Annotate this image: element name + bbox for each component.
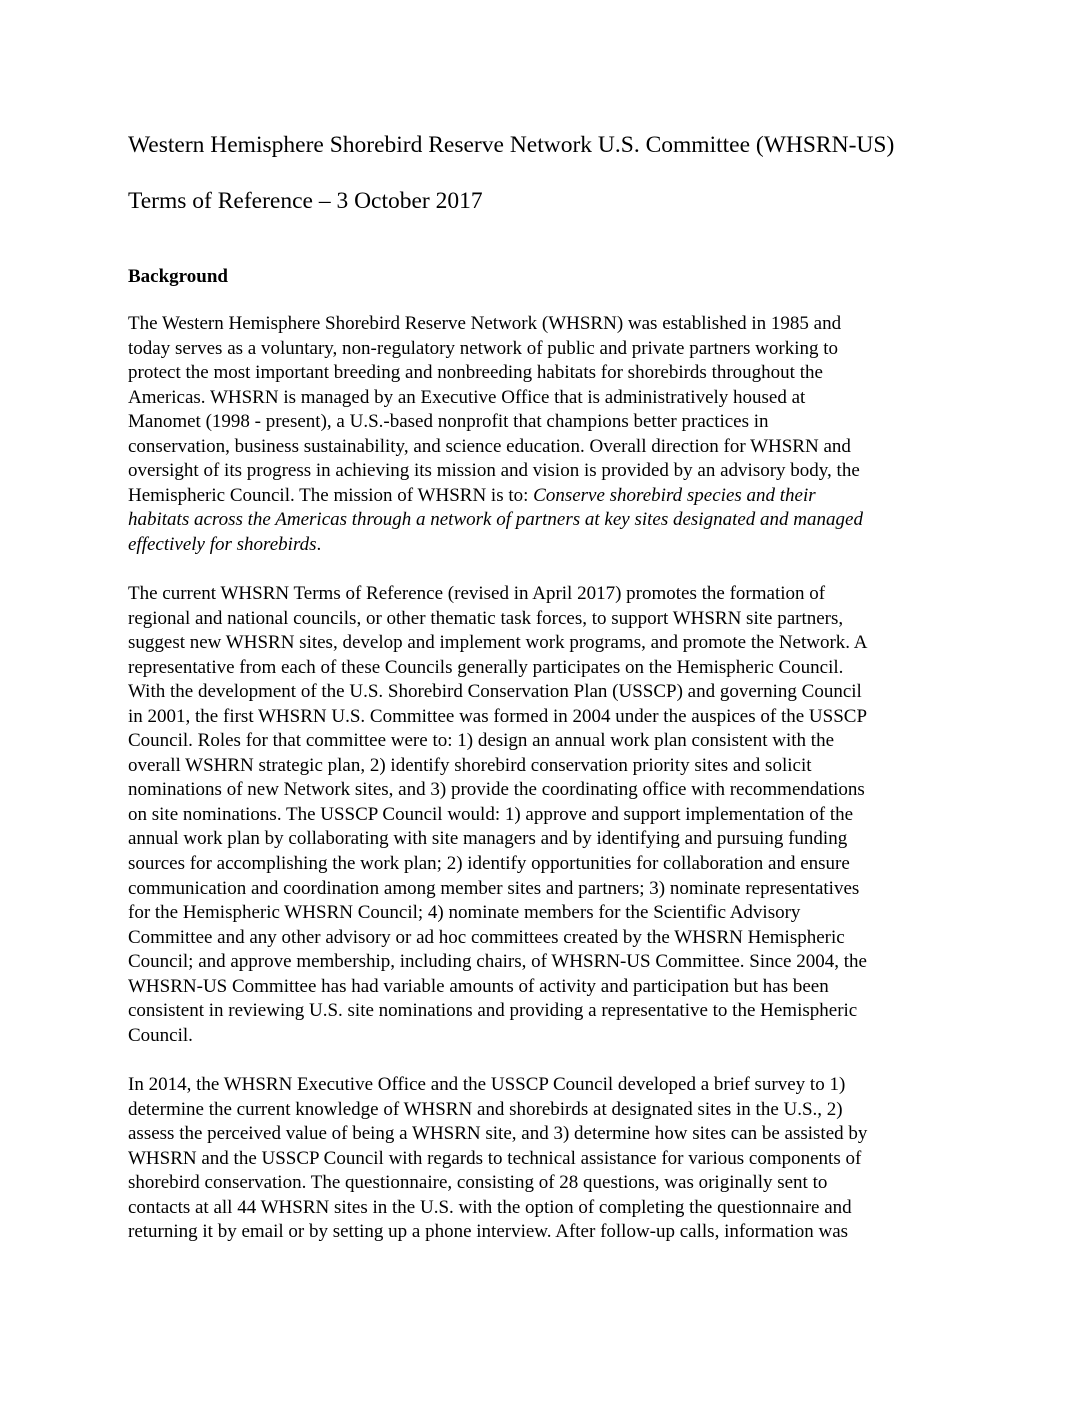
paragraph-line: WHSRN and the USSCP Council with regards to technical assistance for various components of xyxy=(128,1147,862,1169)
paragraph-2 xyxy=(128,582,867,1048)
paragraph-line: shorebird conservation. The questionnaire, consisting of 28 questions, was originally sent to xyxy=(128,1172,828,1194)
paragraph-line: consistent in reviewing U.S. site nominations and providing a representative to the Hemispheric xyxy=(128,1000,858,1022)
normal-text: Hemispheric Council. The mission of WHSRN is to: xyxy=(128,484,534,506)
paragraph-line: With the development of the U.S. Shorebird Conservation Plan (USSCP) and governing Council xyxy=(128,681,862,703)
paragraph-line: oversight of its progress in achieving its mission and vision is provided by an advisory body, the xyxy=(128,460,860,482)
mission-statement-text: Conserve shorebird species and their xyxy=(533,484,816,506)
paragraph-line: Council; and approve membership, including chairs, of WHSRN-US Committee. Since 2004, the xyxy=(128,951,867,973)
paragraph-line: assess the perceived value of being a WHSRN site, and 3) determine how sites can be assisted by xyxy=(128,1123,868,1145)
paragraph-line: The current WHSRN Terms of Reference (revised in April 2017) promotes the formation of xyxy=(128,583,826,604)
paragraph-line: WHSRN-US Committee has had variable amounts of activity and participation but has been xyxy=(128,975,829,997)
paragraph-line: communication and coordination among member sites and partners; 3) nominate representatives xyxy=(128,877,860,899)
paragraph-line: Manomet (1998 - present), a U.S.-based nonprofit that champions better practices in xyxy=(128,411,769,433)
paragraph-line: annual work plan by collaborating with site managers and by identifying and pursuing funding xyxy=(128,828,848,850)
paragraph-line: overall WSHRN strategic plan, 2) identify shorebird conservation priority sites and solicit xyxy=(128,754,812,776)
paragraph-3 xyxy=(128,1073,867,1245)
paragraph-line: on site nominations. The USSCP Council would: 1) approve and support implementation of the xyxy=(128,803,854,825)
section-heading-background: Background xyxy=(128,266,228,287)
paragraph-line: for the Hemispheric WHSRN Council; 4) nominate members for the Scientific Advisory xyxy=(128,902,801,924)
document-subtitle: Terms of Reference – 3 October 2017 xyxy=(128,188,483,214)
paragraph-line: Americas. WHSRN is managed by an Executive Office that is administratively housed at xyxy=(128,386,806,408)
paragraph-line-mixed xyxy=(128,484,863,509)
paragraph-line: protect the most important breeding and nonbreeding habitats for shorebirds throughout the xyxy=(128,362,823,384)
paragraph-line: The Western Hemisphere Shorebird Reserve Network (WHSRN) was established in 1985 and xyxy=(128,313,842,334)
paragraph-line: determine the current knowledge of WHSRN and shorebirds at designated sites in the U.S., 2) xyxy=(128,1098,843,1120)
paragraph-line: in 2001, the first WHSRN U.S. Committee was formed in 2004 under the auspices of the USSCP xyxy=(128,705,868,727)
paragraph-1 xyxy=(128,312,863,557)
paragraph-line: Committee and any other advisory or ad hoc committees created by the WHSRN Hemispheric xyxy=(128,926,845,948)
paragraph-line: conservation, business sustainability, and science education. Overall direction for WHSRN and xyxy=(128,435,851,457)
paragraph-line: contacts at all 44 WHSRN sites in the U.S. with the option of completing the questionnaire and xyxy=(128,1196,852,1218)
paragraph-line: Council. xyxy=(128,1024,193,1046)
mission-statement-line: habitats across the Americas through a network of partners at key sites designated and managed xyxy=(128,509,863,531)
paragraph-line: regional and national councils, or other thematic task forces, to support WHSRN site partners, xyxy=(128,607,844,629)
mission-statement-text: effectively for shorebirds xyxy=(128,533,317,555)
paragraph-line: today serves as a voluntary, non-regulatory network of public and private partners working to xyxy=(128,337,839,359)
paragraph-line: returning it by email or by setting up a phone interview. After follow-up calls, information was xyxy=(128,1221,849,1243)
paragraph-line-last xyxy=(128,533,863,558)
document-title: Western Hemisphere Shorebird Reserve Network U.S. Committee (WHSRN-US) xyxy=(128,132,895,158)
paragraph-line: Council. Roles for that committee were to: 1) design an annual work plan consistent with the xyxy=(128,730,835,752)
paragraph-line: In 2014, the WHSRN Executive Office and the USSCP Council developed a brief survey to 1) xyxy=(128,1074,846,1095)
normal-text: . xyxy=(316,533,322,555)
paragraph-line: nominations of new Network sites, and 3) provide the coordinating office with recommendations xyxy=(128,779,865,801)
paragraph-line: suggest new WHSRN sites, develop and implement work programs, and promote the Network. A xyxy=(128,632,868,654)
paragraph-line: representative from each of these Councils generally participates on the Hemispheric Council. xyxy=(128,656,844,678)
paragraph-line: sources for accomplishing the work plan; 2) identify opportunities for collaboration and ensure xyxy=(128,853,850,875)
